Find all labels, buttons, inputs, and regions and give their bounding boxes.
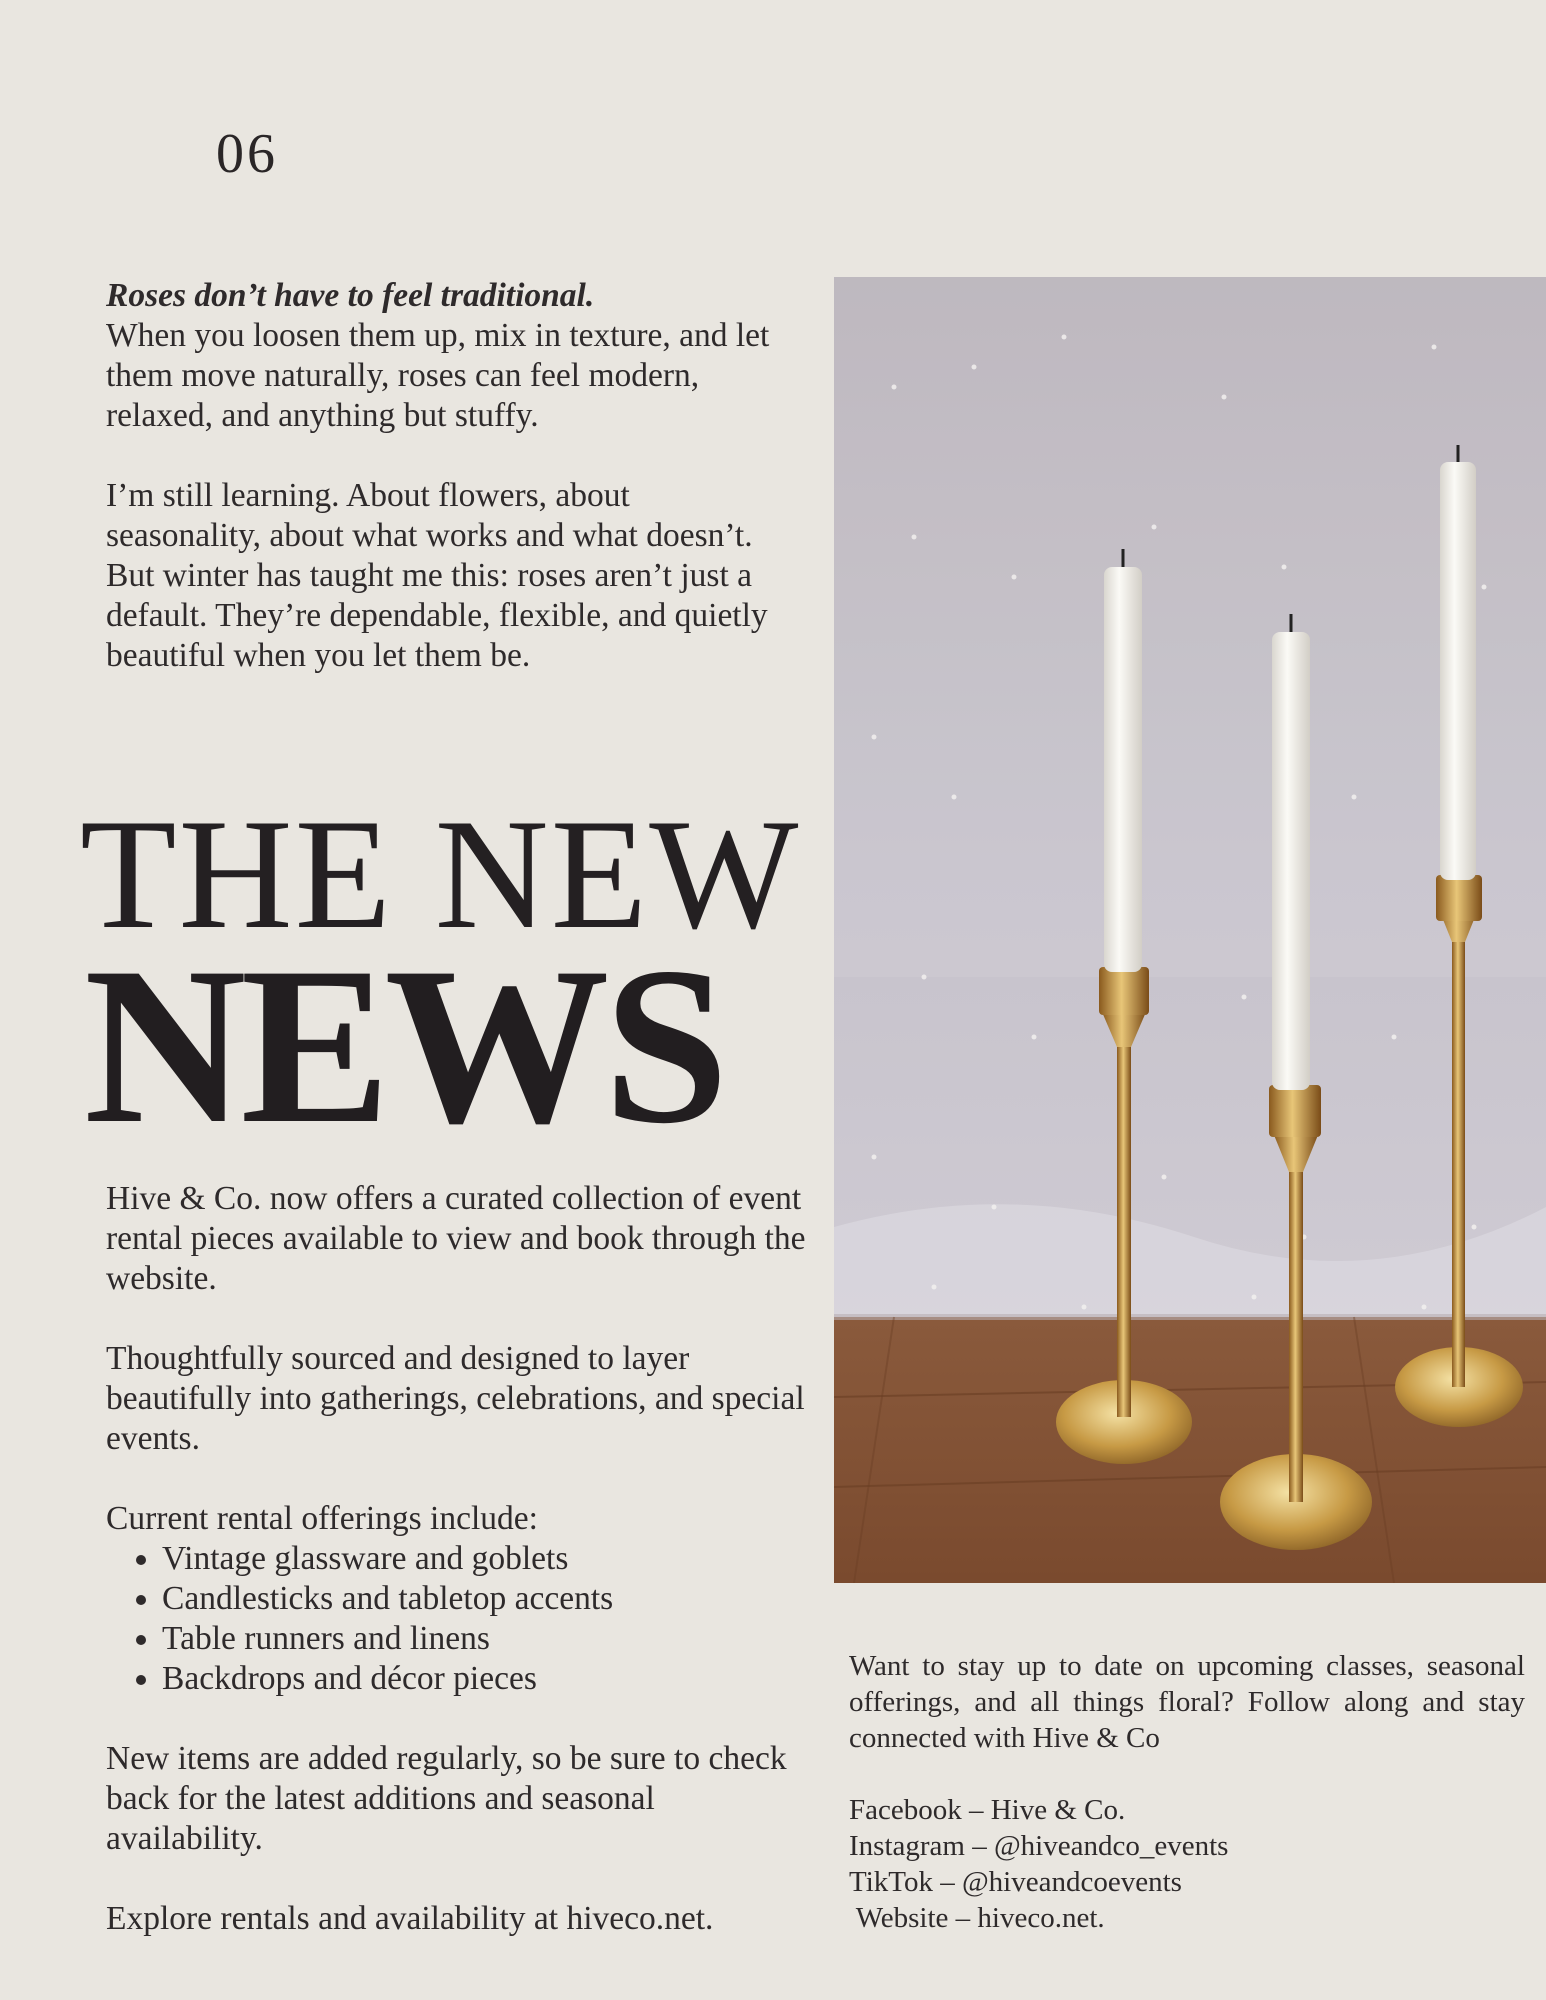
offerings-list — [106, 1539, 806, 1699]
intro-paragraph: When you loosen them up, mix in texture, and let them move naturally, roses can feel modern, relaxed, and anything but stuffy. — [106, 317, 770, 434]
article-paragraph: New items are added regularly, so be sure to check back for the latest additions and seasonal availability. — [106, 1740, 787, 1857]
article-closing: Explore rentals and availability at hiveco.net. — [106, 1900, 714, 1937]
offering-item: • Candlesticks and tabletop accents — [162, 1579, 806, 1619]
intro-paragraph: I’m still learning. About flowers, about seasonality, about what works and what doesn’t. But winter has taught me this: roses aren’t just a default. They’re dependable, flexible, and quietly beautiful when you let them be. — [106, 477, 768, 674]
page-number: 06 — [216, 123, 278, 185]
offerings-intro: Current rental offerings include: — [106, 1500, 538, 1537]
instagram-link[interactable]: Instagram – @hiveandco_events — [849, 1830, 1229, 1862]
offering-item: • Vintage glassware and goblets — [162, 1539, 806, 1579]
tiktok-link[interactable]: TikTok – @hiveandcoevents — [849, 1866, 1182, 1898]
article-paragraph: Thoughtfully sourced and designed to layer beautifully into gatherings, celebrations, and special events. — [106, 1340, 805, 1457]
offering-item: • Table runners and linens — [162, 1619, 806, 1659]
article-section — [106, 1179, 806, 1939]
intro-lead: Roses don’t have to feel traditional. — [106, 277, 595, 314]
intro-section — [106, 276, 786, 676]
follow-section — [849, 1648, 1525, 1936]
article-paragraph: Hive & Co. now offers a curated collection of event rental pieces available to view and book through the website. — [106, 1180, 806, 1297]
headline-line-1: THE NEW — [80, 787, 801, 962]
offering-item: • Backdrops and décor pieces — [162, 1659, 806, 1699]
website-link[interactable]: Website – hiveco.net. — [849, 1902, 1105, 1934]
headline-line-2: NEWS — [84, 920, 723, 1170]
facebook-link[interactable]: Facebook – Hive & Co. — [849, 1794, 1126, 1826]
follow-intro: Want to stay up to date on upcoming classes, seasonal offerings, and all things floral? Follow along and stay connected with Hive & Co — [849, 1650, 1525, 1754]
candlesticks-photo — [834, 277, 1546, 1583]
